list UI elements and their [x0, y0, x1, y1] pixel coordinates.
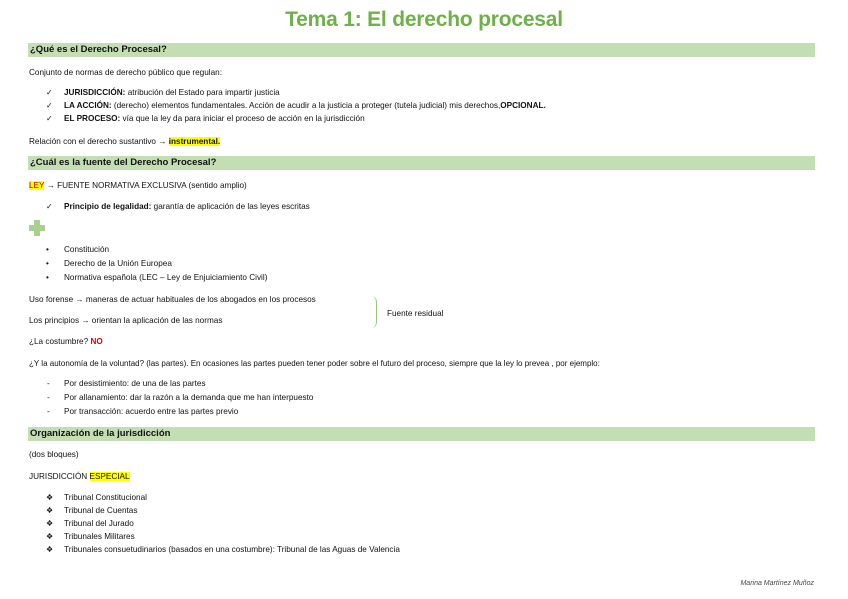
dash-item: Por transacción: acuerdo entre las partes previo	[64, 407, 239, 416]
dash-icon: -	[47, 407, 50, 416]
brace-icon	[370, 296, 377, 328]
tribunal-item: Tribunal del Jurado	[64, 519, 134, 528]
diamond-bullet-icon: ❖	[46, 519, 54, 528]
plus-icon	[29, 220, 45, 236]
tribunal-item: Tribunales consuetudinarios (basados en una costumbre): Tribunal de las Aguas de Valencia	[64, 545, 400, 554]
diamond-bullet-icon: ❖	[46, 545, 54, 554]
jurisdiccion-especial-line: JURISDICCIÓN ESPECIAL	[29, 472, 130, 481]
check-icon: ✓	[46, 114, 53, 123]
bullet-item: Normativa española (LEC – Ley de Enjuiciamiento Civil)	[64, 273, 268, 282]
dash-item: Por allanamiento: dar la razón a la demanda que me han interpuesto	[64, 393, 314, 402]
bullet-item: Derecho de la Unión Europea	[64, 259, 172, 268]
tribunal-item: Tribunal de Cuentas	[64, 506, 138, 515]
check-item-legalidad: Principio de legalidad: garantía de aplicación de las leyes escritas	[64, 202, 310, 211]
section-heading-organizacion: Organización de la jurisdicción	[28, 427, 815, 441]
tribunal-item: Tribunales Militares	[64, 532, 135, 541]
bloques-text: (dos bloques)	[29, 450, 79, 459]
check-item-proceso: EL PROCESO: vía que la ley da para iniciar el proceso de acción en la jurisdicción	[64, 114, 365, 123]
dash-icon: -	[47, 393, 50, 402]
check-item-accion: LA ACCIÓN: (derecho) elementos fundamentales. Acción de acudir a la justicia a proteger (tutela judicial) mis derechos,OPCIONAL.	[64, 101, 546, 110]
page-title: Tema 1: El derecho procesal	[285, 8, 563, 31]
highlight-instrumental: instrumental.	[168, 137, 221, 146]
author-signature: Marina Martínez Muñoz	[740, 580, 814, 587]
check-icon: ✓	[46, 101, 53, 110]
check-icon: ✓	[46, 88, 53, 97]
fuente-residual-label: Fuente residual	[387, 309, 444, 318]
tribunal-item: Tribunal Constitucional	[64, 493, 147, 502]
diamond-bullet-icon: ❖	[46, 493, 54, 502]
costumbre-answer: NO	[90, 337, 103, 346]
diamond-bullet-icon: ❖	[46, 532, 54, 541]
bullet-icon: •	[46, 245, 49, 254]
bullet-item: Constitución	[64, 245, 110, 254]
section-heading-fuente: ¿Cuál es la fuente del Derecho Procesal?	[28, 156, 815, 170]
costumbre-line: ¿La costumbre? NO	[29, 337, 103, 346]
autonomia-text: ¿Y la autonomía de la voluntad? (las partes). En ocasiones las partes pueden tener poder sobre el futuro del proceso, siempre que la ley lo prevea , por ejemplo:	[29, 359, 600, 368]
check-icon: ✓	[46, 202, 53, 211]
bullet-icon: •	[46, 273, 49, 282]
relation-text: Relación con el derecho sustantivo → instrumental.	[29, 137, 221, 146]
check-item-jurisdiccion: JURISDICCIÓN: atribución del Estado para impartir justicia	[64, 88, 280, 97]
dash-item: Por desistimiento: de una de las partes	[64, 379, 206, 388]
bullet-icon: •	[46, 259, 49, 268]
diamond-bullet-icon: ❖	[46, 506, 54, 515]
principios-text: Los principios → orientan la aplicación de las normas	[29, 316, 223, 325]
intro-text: Conjunto de normas de derecho público que regulan:	[29, 68, 222, 77]
uso-forense-text: Uso forense → maneras de actuar habituales de los abogados en los procesos	[29, 295, 316, 304]
section-heading-que-es: ¿Qué es el Derecho Procesal?	[28, 43, 815, 57]
ley-line: LEY → FUENTE NORMATIVA EXCLUSIVA (sentido amplio)	[29, 181, 247, 190]
dash-icon: -	[47, 379, 50, 388]
highlight-especial: ESPECIAL	[89, 472, 130, 481]
highlight-ley: LEY	[29, 181, 45, 190]
